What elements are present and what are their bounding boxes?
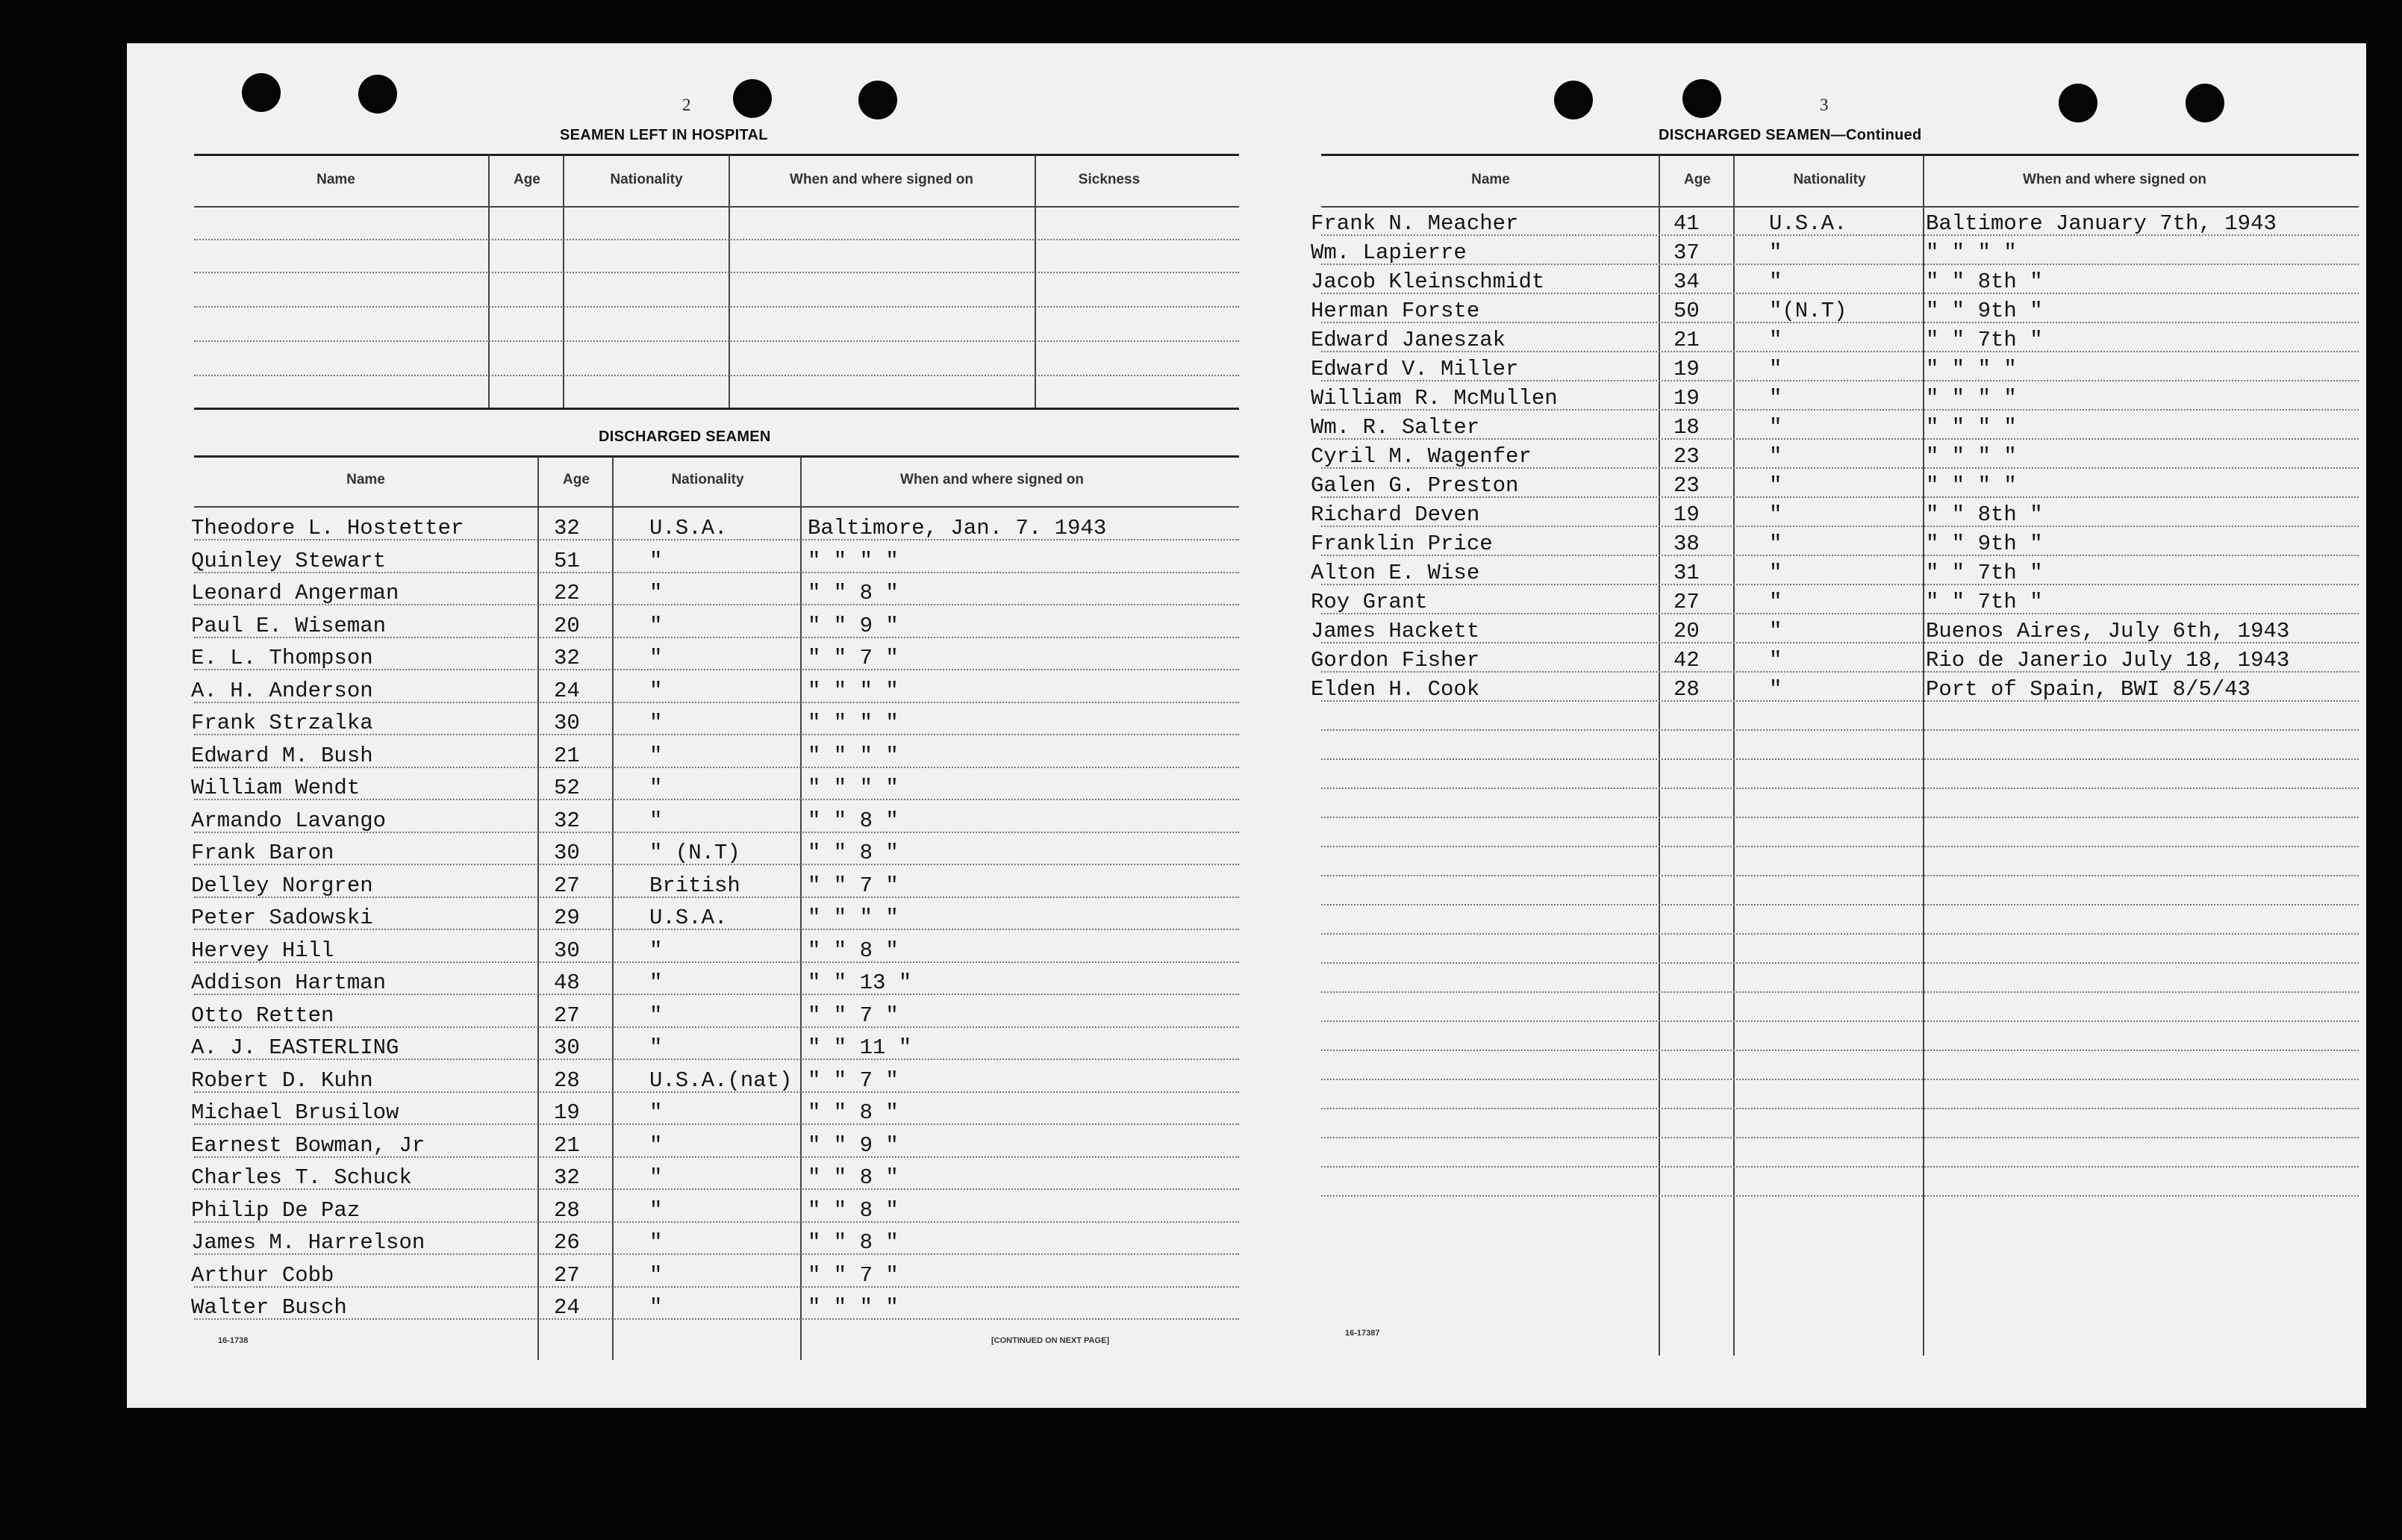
seaman-age: 32 [554,516,580,540]
seaman-signed-on: " " " " [1926,444,2017,469]
seaman-signed-on: " " 8 " [808,841,899,865]
seaman-age: 32 [554,646,580,670]
entry-line [1321,526,2359,527]
page-number: 3 [1820,96,1829,114]
entry-line [1321,933,2359,935]
seaman-signed-on: " " 7 " [808,1003,899,1028]
entry-line [1321,584,2359,585]
seaman-nationality: " [1769,677,1782,702]
seaman-nationality: " [1769,444,1782,469]
seaman-age: 30 [554,711,580,735]
seaman-age: 23 [1673,473,1700,498]
seaman-age: 51 [554,548,580,573]
seaman-name: Philip De Paz [191,1197,361,1223]
entry-line [1321,817,2359,818]
seaman-name: William R. McMullen [1311,386,1558,411]
discharged-col-signed: When and where signed on [900,472,1084,487]
seaman-signed-on: " " " " [808,711,899,735]
seaman-nationality: " [649,1132,663,1158]
seaman-name: Quinley Stewart [191,548,387,573]
seaman-age: 28 [1673,677,1700,702]
entry-line [194,961,1239,963]
seaman-name: James M. Harrelson [191,1230,425,1255]
seaman-age: 27 [1673,590,1700,614]
seaman-name: Wm. R. Salter [1311,415,1480,440]
punch-hole [358,75,397,113]
seaman-nationality: U.S.A. [1769,211,1847,236]
hospital-title: SEAMEN LEFT IN HOSPITAL [560,127,768,143]
seaman-signed-on: " " 13 " [808,970,912,995]
entry-line [194,1253,1239,1255]
entry-line [194,897,1239,898]
entry-line [194,1091,1239,1093]
seaman-name: William Wendt [191,776,361,800]
seaman-signed-on: " " " " [1926,386,2017,411]
seaman-nationality: " [649,1262,663,1288]
seaman-age: 31 [1673,561,1700,585]
discharged-col-name: Name [346,472,385,487]
seaman-signed-on: " " " " [808,905,899,930]
seaman-name: Peter Sadowski [191,905,373,930]
seaman-signed-on: " " " " [1926,240,2017,265]
entry-line [194,994,1239,995]
seaman-signed-on: " " 8 " [808,1197,899,1223]
form-number: 16-17387 [1345,1329,1380,1338]
seaman-age: 48 [554,970,580,995]
seaman-signed-on: " " " " [808,776,899,800]
seaman-nationality: "(N.T) [1769,299,1847,323]
seaman-age: 30 [554,938,580,963]
seaman-name: Richard Deven [1311,502,1480,527]
seaman-age: 52 [554,776,580,800]
seaman-signed-on: " " 7th " [1926,561,2043,585]
seaman-nationality: " [1769,561,1782,585]
entry-line [194,929,1239,930]
seaman-name: Walter Busch [191,1295,347,1320]
seaman-nationality: U.S.A.(nat) [649,1067,793,1093]
seaman-signed-on: " " 9th " [1926,531,2043,556]
entry-line [1321,1020,2359,1022]
seaman-nationality: " [649,808,663,833]
seaman-signed-on: " " 8 " [808,938,899,963]
seaman-signed-on: " " " " [1926,473,2017,498]
seaman-age: 28 [554,1067,580,1093]
right-top-rule [1321,154,2359,156]
seaman-age: 27 [554,1003,580,1028]
seaman-age: 34 [1673,269,1700,294]
entry-line [1321,788,2359,789]
seaman-name: Alton E. Wise [1311,561,1480,585]
seaman-nationality: " [649,678,663,703]
entry-line [1321,1050,2359,1051]
seaman-signed-on: " " 8th " [1926,502,2043,527]
hospital-bottom-rule [194,408,1239,410]
entry-line [1321,351,2359,352]
seaman-name: Frank N. Meacher [1311,211,1519,236]
seaman-signed-on: Baltimore January 7th, 1943 [1926,211,2277,236]
punch-hole [1682,79,1721,118]
discharged-top-rule [194,455,1239,458]
seaman-nationality: " [649,1197,663,1223]
entry-line [194,1156,1239,1158]
seaman-nationality: " [1769,269,1782,294]
entry-line [1321,758,2359,760]
column-divider [729,155,730,408]
entry-line [1321,1079,2359,1080]
seaman-nationality: " [649,1295,663,1320]
seaman-signed-on: " " " " [808,743,899,768]
column-divider [1923,155,1924,1356]
seaman-nationality: " [649,548,663,573]
entry-line [194,539,1239,540]
entry-line [194,272,1239,273]
seaman-name: Wm. Lapierre [1311,240,1467,265]
seaman-name: Herman Forste [1311,299,1480,323]
hospital-col-sickness: Sickness [1078,172,1141,187]
seaman-name: Earnest Bowman, Jr [191,1132,425,1158]
seaman-nationality: " [649,938,663,963]
seaman-age: 21 [1673,328,1700,352]
seaman-age: 19 [1673,502,1700,527]
seaman-age: 37 [1673,240,1700,265]
seaman-signed-on: Baltimore, Jan. 7. 1943 [808,516,1107,540]
seaman-signed-on: " " 7th " [1926,590,2043,614]
seaman-signed-on: Buenos Aires, July 6th, 1943 [1926,619,2290,643]
seaman-name: Frank Baron [191,841,334,865]
form-number: 16-1738 [218,1336,249,1345]
seaman-name: Roy Grant [1311,590,1428,614]
entry-line [194,702,1239,703]
seaman-signed-on: " " 8 " [808,1230,899,1255]
column-divider [1733,155,1735,1356]
seaman-nationality: " [1769,473,1782,498]
right-col-signed: When and where signed on [2023,172,2206,187]
entry-line [1321,642,2359,643]
seaman-signed-on: " " 9 " [808,1132,899,1158]
discharged-header-rule [194,506,1239,508]
entry-line [1321,438,2359,440]
column-divider [488,155,490,408]
seaman-signed-on: " " 9 " [808,613,899,638]
entry-line [1321,496,2359,498]
entry-line [194,375,1239,376]
seaman-signed-on: " " 7 " [808,1262,899,1288]
discharged-col-age: Age [563,472,590,487]
entry-line [1321,234,2359,236]
seaman-age: 32 [554,808,580,833]
seaman-name: E. L. Thompson [191,646,373,670]
seaman-nationality: U.S.A. [649,516,728,540]
seaman-name: Edward V. Miller [1311,357,1519,381]
seaman-age: 19 [554,1100,580,1125]
hospital-col-name: Name [316,172,355,187]
seaman-nationality: " [649,1230,663,1255]
seaman-signed-on: " " " " [808,1295,899,1320]
seaman-signed-on: " " 8th " [1926,269,2043,294]
seaman-nationality: " [649,776,663,800]
seaman-age: 50 [1673,299,1700,323]
entry-line [194,306,1239,308]
seaman-name: James Hackett [1311,619,1480,643]
discharged-continued-title: DISCHARGED SEAMEN—Continued [1659,127,1922,143]
punch-hole [733,79,772,118]
entry-line [1321,264,2359,265]
entry-line [1321,875,2359,876]
seaman-name: Cyril M. Wagenfer [1311,444,1532,469]
entry-line [1321,1108,2359,1109]
seaman-nationality: U.S.A. [649,905,728,930]
seaman-nationality: " [1769,415,1782,440]
seaman-name: Jacob Kleinschmidt [1311,269,1545,294]
seaman-name: Delley Norgren [191,873,373,898]
column-divider [612,457,614,1360]
seaman-nationality: " [1769,648,1782,673]
entry-line [194,669,1239,670]
seaman-signed-on: " " " " [1926,357,2017,381]
seaman-signed-on: Rio de Janerio July 18, 1943 [1926,648,2290,673]
column-divider [800,457,802,1360]
entry-line [1321,904,2359,905]
entry-line [1321,846,2359,847]
seaman-nationality: " [649,581,663,605]
seaman-nationality: " [1769,590,1782,614]
seaman-signed-on: " " 8 " [808,1100,899,1125]
entry-line [194,799,1239,800]
right-col-age: Age [1684,172,1711,187]
seaman-signed-on: Port of Spain, BWI 8/5/43 [1926,677,2251,702]
discharged-col-nationality: Nationality [671,472,744,487]
seaman-name: Addison Hartman [191,970,387,995]
seaman-signed-on: " " " " [808,678,899,703]
seaman-age: 32 [554,1165,580,1190]
entry-line [194,1221,1239,1223]
seaman-nationality: " [649,711,663,735]
seaman-nationality: " [649,1100,663,1125]
seaman-name: Elden H. Cook [1311,677,1480,702]
seaman-signed-on: " " " " [808,548,899,573]
entry-line [194,1188,1239,1190]
seaman-age: 20 [1673,619,1700,643]
entry-line [194,340,1239,342]
entry-line [194,864,1239,865]
seaman-nationality: " [1769,619,1782,643]
seaman-name: Galen G. Preston [1311,473,1519,498]
seaman-age: 21 [554,1132,580,1158]
seaman-name: Edward M. Bush [191,743,373,768]
entry-line [194,239,1239,240]
right-col-name: Name [1471,172,1510,187]
seaman-age: 30 [554,841,580,865]
seaman-age: 30 [554,1035,580,1060]
seaman-nationality: " [1769,328,1782,352]
entry-line [194,1286,1239,1288]
seaman-age: 24 [554,678,580,703]
column-divider [537,457,539,1360]
discharged-title: DISCHARGED SEAMEN [599,428,771,445]
seaman-signed-on: " " 7 " [808,1067,899,1093]
entry-line [194,734,1239,735]
entry-line [1321,991,2359,993]
entry-line [1321,467,2359,469]
column-divider [1035,155,1036,408]
entry-line [1321,671,2359,673]
entry-line [1321,613,2359,614]
entry-line [194,1059,1239,1060]
seaman-name: Edward Janeszak [1311,328,1506,352]
seaman-name: Paul E. Wiseman [191,613,387,638]
seaman-nationality: " [649,1003,663,1028]
page-number: 2 [682,96,691,114]
entry-line [194,1318,1239,1320]
entry-line [194,1026,1239,1028]
entry-line [1321,409,2359,411]
seaman-nationality: " [1769,386,1782,411]
seaman-nationality: " [1769,357,1782,381]
seaman-name: Otto Retten [191,1003,334,1028]
entry-line [1321,962,2359,964]
seaman-age: 22 [554,581,580,605]
hospital-header-rule [194,206,1239,208]
seaman-signed-on: " " 8 " [808,581,899,605]
crew-list-sheet [127,43,2366,1408]
seaman-name: Michael Brusilow [191,1100,399,1125]
seaman-age: 26 [554,1230,580,1255]
seaman-name: Franklin Price [1311,531,1493,556]
seaman-age: 21 [554,743,580,768]
hospital-col-signed: When and where signed on [790,172,973,187]
seaman-nationality: " (N.T) [649,841,740,865]
seaman-signed-on: " " 7 " [808,873,899,898]
entry-line [1321,555,2359,556]
hospital-top-rule [194,154,1239,156]
right-header-rule [1321,206,2359,208]
entry-line [1321,1166,2359,1168]
seaman-signed-on: " " 9th " [1926,299,2043,323]
hospital-col-nationality: Nationality [610,172,683,187]
seaman-signed-on: " " 8 " [808,808,899,833]
seaman-nationality: British [649,873,740,898]
seaman-name: A. J. EASTERLING [191,1035,399,1060]
entry-line [1321,729,2359,731]
seaman-name: Gordon Fisher [1311,648,1480,673]
entry-line [1321,380,2359,381]
entry-line [194,637,1239,638]
continued-note: [CONTINUED ON NEXT PAGE] [991,1336,1110,1345]
seaman-age: 24 [554,1295,580,1320]
seaman-age: 29 [554,905,580,930]
seaman-nationality: " [1769,531,1782,556]
seaman-signed-on: " " 8 " [808,1165,899,1190]
seaman-nationality: " [1769,502,1782,527]
column-divider [1659,155,1660,1356]
hospital-col-age: Age [514,172,540,187]
seaman-age: 20 [554,613,580,638]
seaman-age: 19 [1673,357,1700,381]
seaman-signed-on: " " 7 " [808,646,899,670]
seaman-nationality: " [649,1165,663,1190]
seaman-age: 42 [1673,648,1700,673]
seaman-age: 38 [1673,531,1700,556]
entry-line [194,572,1239,573]
seaman-age: 41 [1673,211,1700,236]
punch-hole [2059,84,2097,122]
seaman-age: 27 [554,1262,580,1288]
entry-line [1321,1195,2359,1197]
seaman-nationality: " [1769,240,1782,265]
seaman-name: Armando Lavango [191,808,387,833]
seaman-age: 27 [554,873,580,898]
punch-hole [858,81,897,119]
entry-line [1321,700,2359,702]
seaman-name: Leonard Angerman [191,581,399,605]
seaman-nationality: " [649,970,663,995]
seaman-name: Frank Strzalka [191,711,373,735]
punch-hole [1554,81,1593,119]
entry-line [194,604,1239,605]
entry-line [194,1123,1239,1125]
punch-hole [242,73,281,112]
seaman-name: Robert D. Kuhn [191,1067,373,1093]
right-col-nationality: Nationality [1793,172,1866,187]
seaman-name: Hervey Hill [191,938,334,963]
seaman-name: Charles T. Schuck [191,1165,412,1190]
seaman-signed-on: " " 7th " [1926,328,2043,352]
seaman-age: 23 [1673,444,1700,469]
entry-line [1321,293,2359,294]
punch-hole [2186,84,2224,122]
entry-line [194,832,1239,833]
entry-line [1321,322,2359,323]
seaman-nationality: " [649,1035,663,1060]
seaman-nationality: " [649,646,663,670]
seaman-age: 28 [554,1197,580,1223]
seaman-age: 19 [1673,386,1700,411]
seaman-signed-on: " " 11 " [808,1035,912,1060]
seaman-age: 18 [1673,415,1700,440]
seaman-nationality: " [649,613,663,638]
seaman-nationality: " [649,743,663,768]
seaman-name: Theodore L. Hostetter [191,516,464,540]
entry-line [194,767,1239,768]
column-divider [563,155,564,408]
seaman-name: A. H. Anderson [191,678,373,703]
seaman-name: Arthur Cobb [191,1262,334,1288]
seaman-signed-on: " " " " [1926,415,2017,440]
entry-line [1321,1137,2359,1138]
